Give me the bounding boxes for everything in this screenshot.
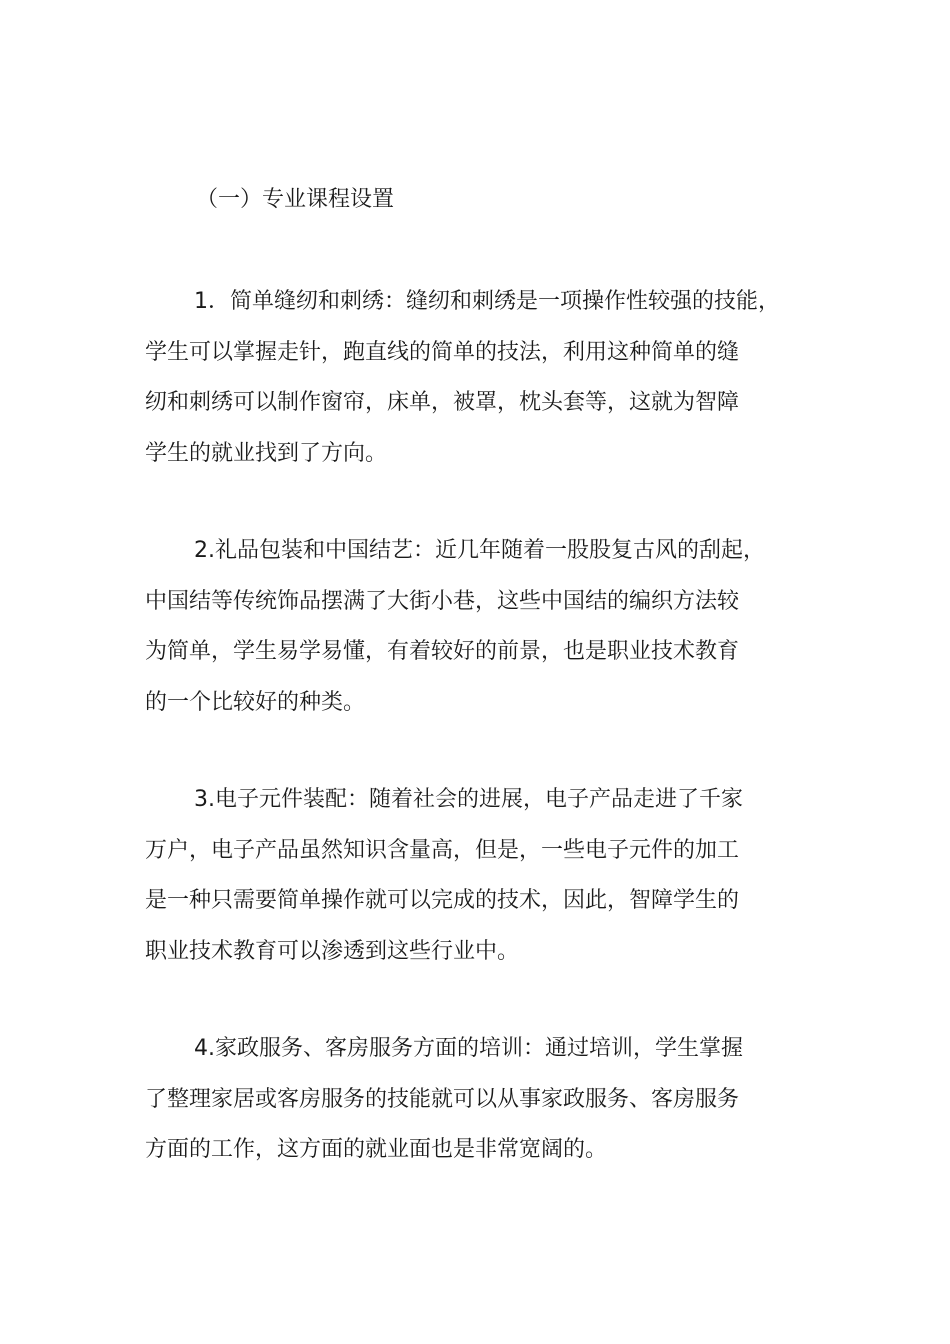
- paragraph-line: 学生可以掌握走针，跑直线的简单的技法，利用这种简单的缝: [145, 339, 740, 365]
- paragraph-line: 万户，电子产品虽然知识含量高，但是，一些电子元件的加工: [145, 837, 740, 863]
- paragraph-electronics-assembly: [145, 775, 835, 977]
- paragraph-line: 纫和刺绣可以制作窗帘，床单，被罩，枕头套等，这就为智障: [145, 390, 740, 415]
- section-heading: （一）专业课程设置: [196, 187, 395, 212]
- paragraph-line: 的一个比较好的种类。: [145, 689, 366, 715]
- paragraph-line: 了整理家居或客房服务的技能就可以从事家政服务、客房服务: [145, 1086, 740, 1112]
- paragraph-line: 方面的工作，这方面的就业面也是非常宽阔的。: [145, 1137, 608, 1162]
- paragraph-line: 2.礼品包装和中国结艺：近几年随着一股股复古风的刮起，: [194, 538, 765, 563]
- paragraph-line: 1．简单缝纫和刺绣：缝纫和刺绣是一项操作性较强的技能，: [194, 289, 780, 314]
- paragraph-line: 4.家政服务、客房服务方面的培训：通过培训，学生掌握: [194, 1036, 743, 1061]
- paragraph-line: 学生的就业找到了方向。: [145, 440, 388, 466]
- paragraph-line: 职业技术教育可以渗透到这些行业中。: [145, 938, 520, 964]
- paragraph-line: 为简单，学生易学易懂，有着较好的前景，也是职业技术教育: [145, 639, 740, 664]
- paragraph-line: 中国结等传统饰品摆满了大街小巷，这些中国结的编织方法较: [145, 588, 740, 614]
- paragraph-sewing-embroidery: [145, 277, 835, 479]
- paragraph-gift-packaging: [145, 526, 835, 728]
- paragraph-housekeeping-training: [145, 1024, 835, 1176]
- paragraph-line: 3.电子元件装配：随着社会的进展，电子产品走进了千家: [194, 787, 743, 812]
- paragraph-line: 是一种只需要简单操作就可以完成的技术，因此，智障学生的: [145, 888, 740, 913]
